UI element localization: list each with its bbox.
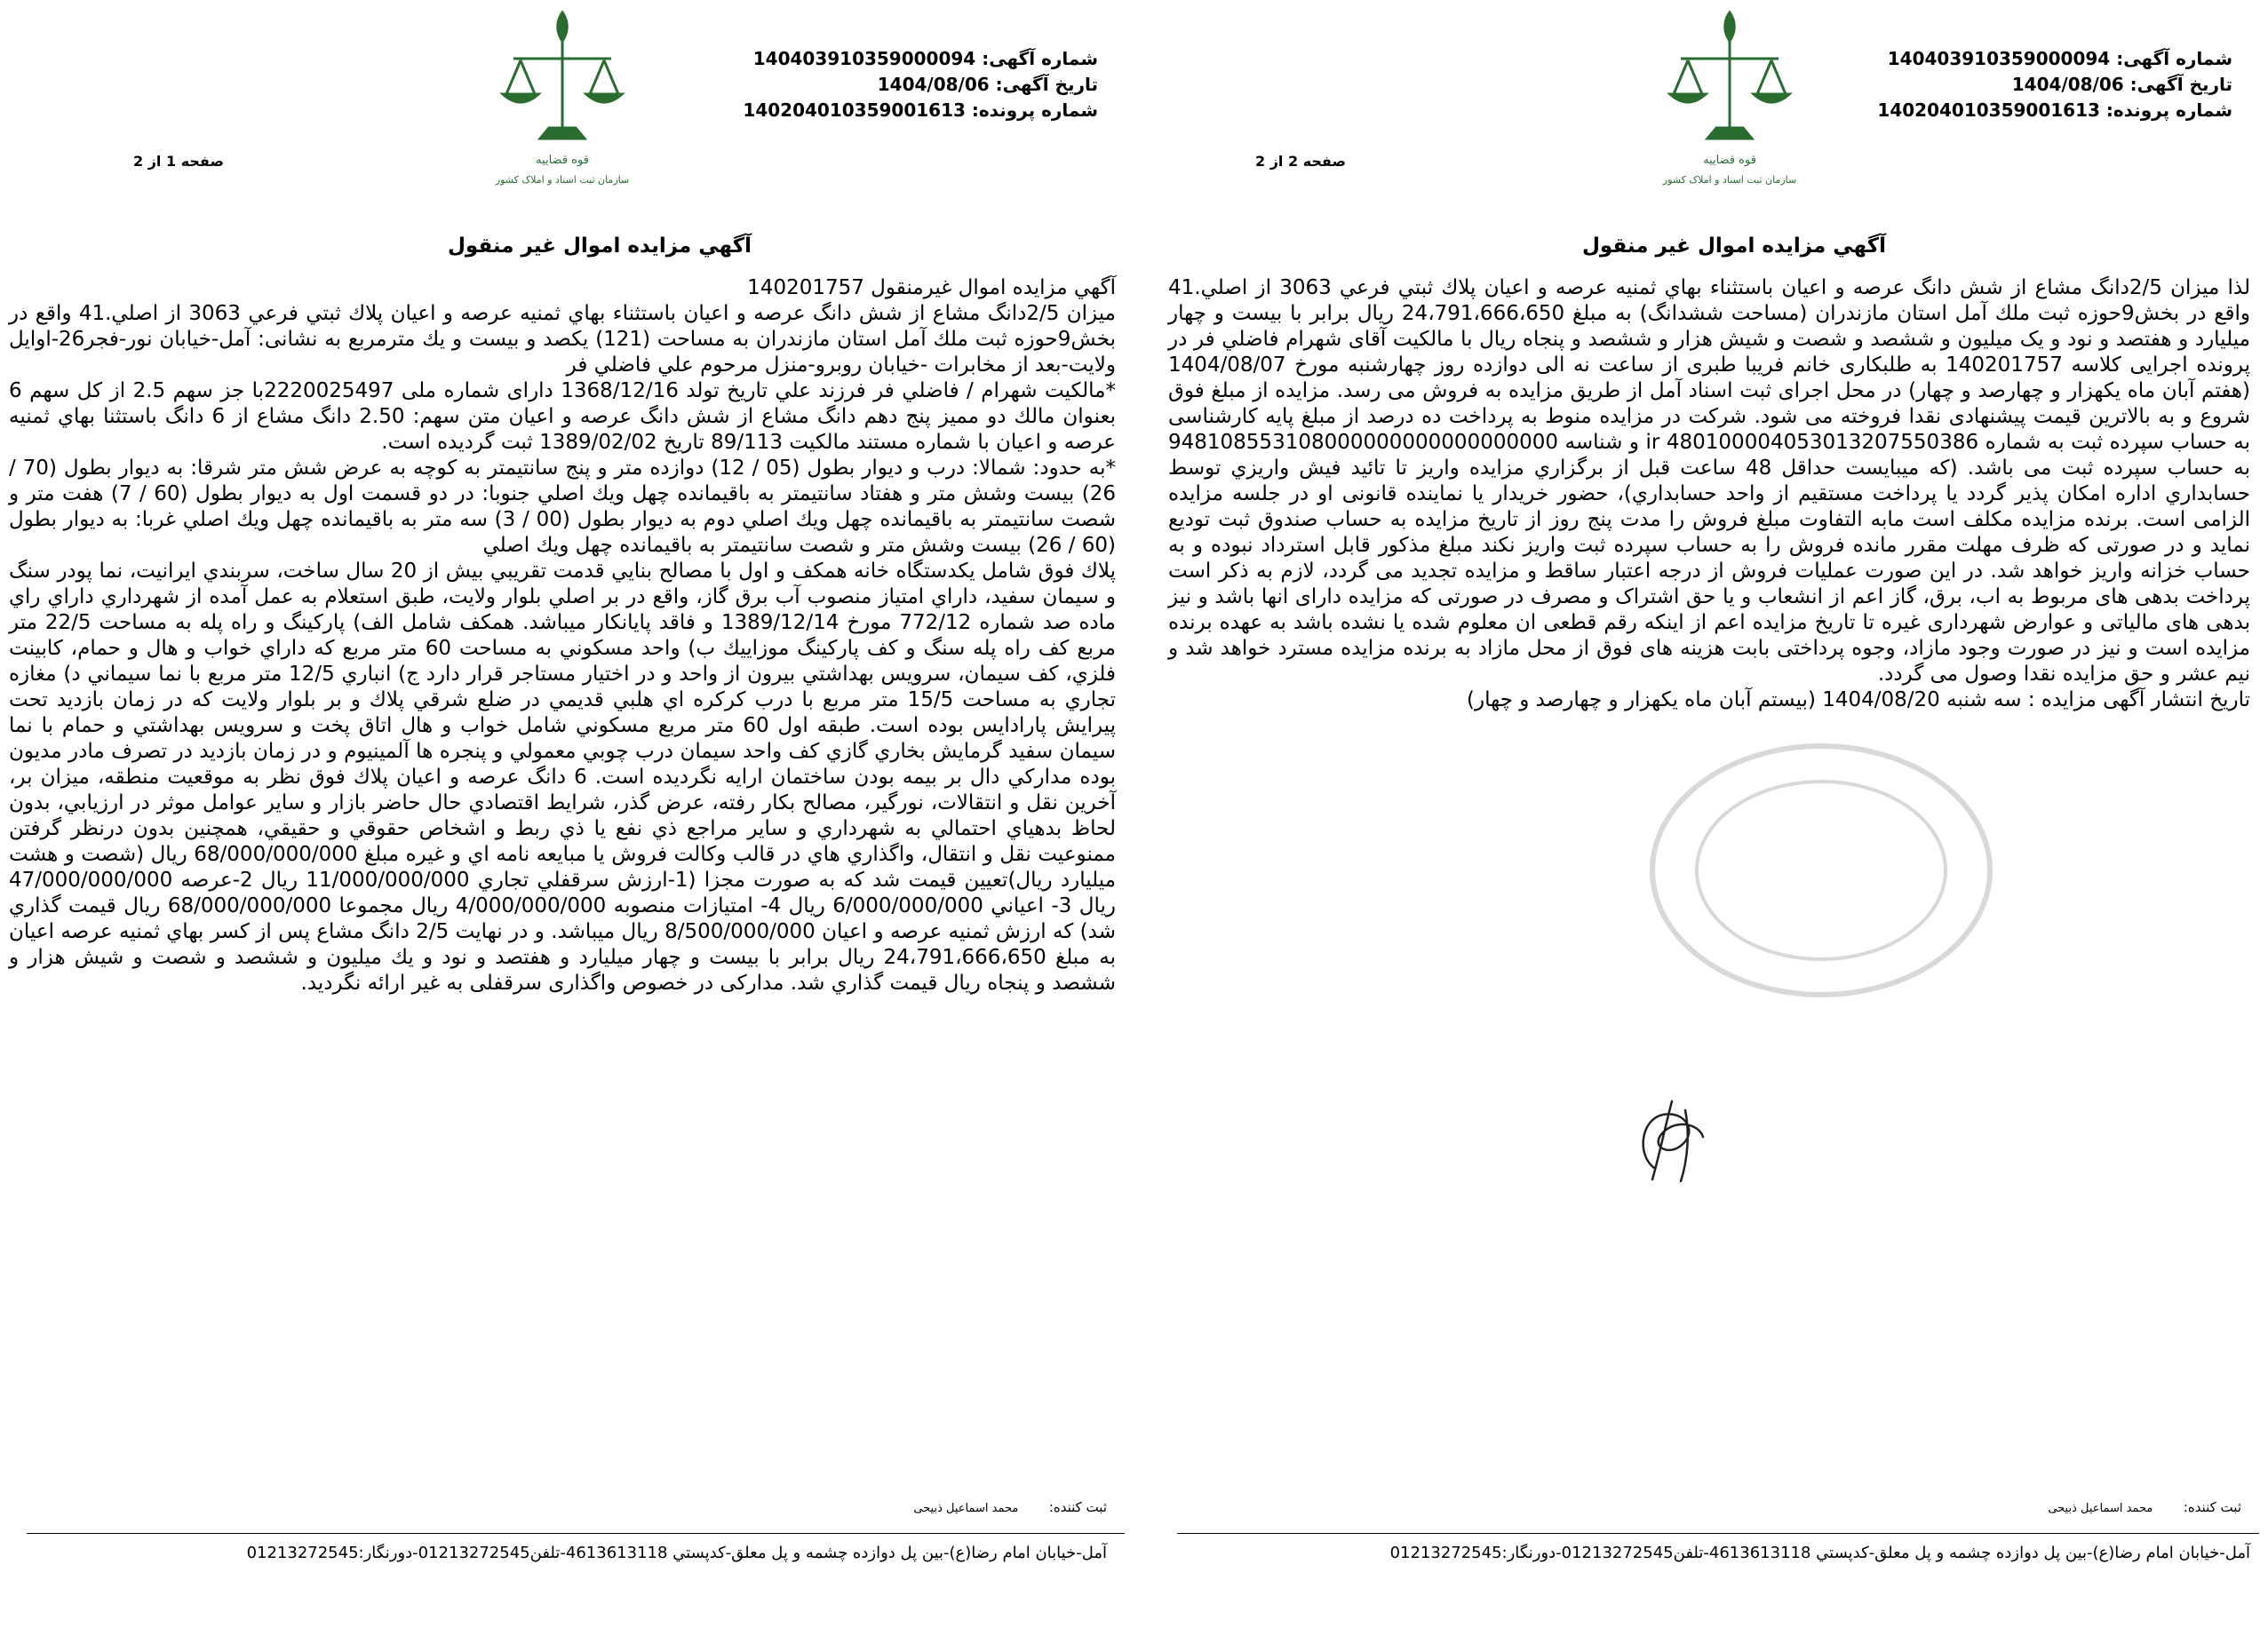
notice-date-label: تاریخ آگهی: [995,74,1098,95]
notice-date: 1404/08/06 [877,74,990,95]
footer-divider [27,1533,1125,1534]
paragraph: آگهي مزايده اموال غيرمنقول 140201757 [747,276,1116,299]
judiciary-emblem-icon [487,5,638,192]
registrar-label: ثبت کننده: [2183,1499,2241,1515]
page-title: آگهي مزايده اموال غير منقول [447,234,752,258]
notice-date-label: تاریخ آگهی: [2129,74,2232,95]
page-title: آگهي مزايده اموال غير منقول [1581,234,1886,258]
footer-address: آمل-خيابان امام رضا(ع)-بين پل دوازده چشمه و پل معلق-كدپستي 4613613118-تلفن01213272545-دورنگار:01213272545 [1389,1544,2250,1562]
file-number: 140204010359001613 [1877,99,2100,121]
notice-number-label: شماره آگهی: [982,48,1098,69]
notice-number: 140403910359000094 [752,48,976,69]
paragraph: لذا ميزان 2/5دانگ مشاع از شش دانگ عرصه و اعيان باستثناء بهاي ثمنيه عرصه و اعيان پلاك ثبتي فرعي 3063 از اصلي.41 واقع در بخش9حوزه ثبت ملك آمل استان مازندران (مساحت ششدانگ) به مبلغ 24،791،666،650 ريال برابر با بيست و چهار ميليارد و هفتصد و نود و يک ميليون و ششصد و شصت و شيش هزار و ششصد و پنجاه ريال با مالكيت آقاى شهرام فاضلي فر در پرونده اجرايی كلاسه 140201757 به طلبكاری خانم فريبا طبری از ساعت نه الی دوازده روز چهارشنبه مورخ 1404/08/07 (هفتم آبان ماه يكهزار و چهارصد و چهار) در محل اجرای ثبت اسناد آمل از طريق مزايده به فروش می رسد. مزايده از مبلغ فوق شروع و به بالاترين قيمت پيشنهادی نقدا فروخته می شود. شركت در مزايده منوط به پرداخت ده درصد از مبلغ پايه كارشناسی به حساب سپرده ثبت به شماره ir 480100004053013207550386 و شناسه 948108553108000000000000000000 به حساب سپرده ثبت می باشد. (كه ميبايست حداقل 48 ساعت قبل از برگزاري مزايده واريز تا تائيد فيش واريزي توسط حسابداري اداره امكان پذير گردد يا پرداخت مستقيم از واحد حسابداري)، حضور خريدار يا نماينده قانونی او در جلسه مزايده الزامی است. برنده مزايده مكلف است مابه التفاوت مبلغ فروش را مدت پنج روز از تاريخ مزايده به حساب صندوق ثبت توديع نمايد و در صورتی كه ظرف مهلت مقرر مانده فروش را به حساب سپرده ثبت واريز نكند مبلغ مذكور قابل استرداد نبوده و به حساب خزانه واريز خواهد شد. در اين صورت عمليات فروش از درجه اعتبار ساقط و مزايده تجديد می گردد، لازم به ذكر است پرداخت بدهی های مربوط به اب، برق، گاز اعم از انشعاب و يا حق اشتراک و مصرف در صورتی كه مزايده دارای انها باشد و نيز بدهی های مالياتی و عوارض شهرداری غيره تا تاريخ مزايده اعم از اينكه رقم قطعی ان معلوم شده يا نشده باشد به عهده برنده مزايده است و نيز در صورت وجود مازاد، وجوه پرداختی بابت هزينه های فوق از محل مازاد به برنده مزايده مسترد خواهد شد و نيم عشر و حق مزايده نقدا وصول می گردد. [1168,276,2251,686]
footer-address: آمل-خيابان امام رضا(ع)-بين پل دوازده چشمه و پل معلق-كدپستي 4613613118-تلفن01213272545-دورنگار:01213272545 [246,1544,1107,1562]
paragraph: *مالكيت شهرام / فاضلي فر فرزند علي تاريخ تولد 1368/12/16 داراى شماره ملى 2220025497با جز سهم 2.5 از كل سهم 6 بعنوان مالك دو مميز پنج دهم دانگ مشاع از شش دانگ عرصه و اعيان متن سهم: 2.50 دانگ مشاع از 6 دانگ باستثنا بهاي ثمنيه عرصه و اعيان با شماره مستند مالكيت 89/113 تاريخ 1389/02/02 ثبت گرديده است. [9,379,1117,454]
watermark-stamp-icon [1635,728,2008,1013]
file-number: 140204010359001613 [743,99,966,121]
emblem-caption: قوه قضاییه [1703,154,1756,167]
footer-divider [1177,1533,2259,1534]
registrar-label: ثبت کننده: [1048,1499,1107,1515]
announcement-body [9,275,1116,997]
page-number: صفحه 2 از 2 [1255,153,1346,170]
file-number-label: شماره پرونده: [971,99,1098,121]
notice-meta [1877,46,2232,123]
registrar [913,1499,1107,1515]
notice-meta [743,46,1098,123]
notice-number: 140403910359000094 [1887,48,2111,69]
notice-number-label: شماره آگهی: [2116,48,2232,69]
emblem-org: سازمان ثبت اسناد و املاک کشور [495,174,630,186]
registrar-name: محمد اسماعیل ذبیحی [2048,1502,2153,1515]
file-number-label: شماره پرونده: [2105,99,2232,121]
emblem-caption: قوه قضاییه [536,154,589,167]
announcement-body [1168,275,2250,713]
signature-icon [1601,1084,1734,1190]
page-number: صفحه 1 از 2 [133,153,224,170]
paragraph: *به حدود: شمالا: درب و ديوار بطول (05 / 12) دوازده متر و پنج سانتيمتر به كوچه به عرض شش متر شرقا: به ديوار بطول (70 / 26) بيست وشش متر و هفتاد سانتيمتر به باقيمانده چهل ويك اصلي جنوبا: در دو قسمت اول به ديوار بطول (60 / 7) هفت متر و شصت سانتيمتر به باقيمانده چهل ويك اصلي دوم به ديوار بطول (00 / 3) سه متر به باقيمانده چهل ويك اصلي غربا: به ديوار بطول (60 / 26) بيست وشش متر و شصت سانتيمتر به باقيمانده چهل ويك اصلي [9,457,1117,557]
registrar-name: محمد اسماعیل ذبیحی [913,1502,1019,1515]
paragraph: ميزان 2/5دانگ مشاع از شش دانگ عرصه و اعيان باستثناء بهاي ثمنيه عرصه و اعيان پلاك ثبتي فرعي 3063 از اصلي.41 واقع در بخش9حوزه ثبت ملك آمل استان مازندران به مساحت (121) يكصد و بيست و يك مترمربع به نشانی: آمل-خيابان نور-فجر26-اوايل ولايت-بعد از مخابرات -خيابان روبرو-منزل مرحوم علي فاضلي فر [9,302,1116,377]
notice-date: 1404/08/06 [2011,74,2124,95]
paragraph: تاريخ انتشار آگهی مزايده : سه شنبه 1404/08/20 (بيستم آبان ماه يكهزار و چهارصد و چهار) [1467,688,2250,711]
judiciary-emblem-icon [1654,5,1805,192]
emblem-org: سازمان ثبت اسناد و املاک کشور [1662,174,1797,186]
registrar [2048,1499,2241,1515]
paragraph: پلاك فوق شامل يكدستگاه خانه همكف و اول با مصالح بنايي قدمت تقريبي بيش از 20 سال ساخت، سربندي ايرانيت، نما پودر سنگ و سيمان سفيد، داراي امتياز منصوب آب برق گاز، واقع در بر اصلي بلوار ولايت، طبق استعلام به عمل آمده از شهرداري داراي راي ماده صد شماره 772/12 مورخ 1389/12/14 و فاقد پايانكار ميباشد. همكف شامل الف) پاركينگ و راه پله به مساحت 22/5 متر مربع كف راه پله سنگ و كف پاركينگ موزاييك ب) واحد مسكوني به مساحت 60 متر مربع كه داراي خواب و هال و حمام، كابينت فلزي، كف سيمان، سرويس بهداشتي بيرون از واحد و در اختيار مستاجر قرار دارد ج) انباري 12/5 متر مربع با نما سيماني د) مغازه تجاري به مساحت 15/5 متر مربع با درب كركره اي هلبي قديمي در ضلع شرقي پلاك و بر بلوار ولايت كه در زمان بازديد تحت پيرايش پارادايس بوده است. طبقه اول 60 متر مربع مسكوني شامل خواب و هال اتاق پخت و سرويس بهداشتي و حمام با نما سيمان سفيد گرمايش بخاري گازي كف واحد سيمان درب چوبي معمولي و پنجره ها آلمينيوم و در زمان بازديد در تصرف مادر مديون بوده مداركي دال بر بيمه بودن ساختمان ارايه نگرديده است. 6 دانگ عرصه و اعيان پلاك فوق نظر به موقعيت منطقه، ميزان بر، آخرين نقل و انتقالات، نورگير، مصالح بكار رفته، عرض گذر، شرايط اقتصادي حال حاضر بازار و ساير عوامل موثر در ارزيابي، بدون لحاظ بدهياي احتمالي به شهرداري و ساير مراجع ذي نفع يا ذي ربط و اشخاص حقوقي و حقيقي، همچنين بدون درنظر گرفتن ممنوعيت نقل و انتقال، واگذاري هاي در قالب وكالت فروش يا مبايعه نامه اي و غيره مبلغ 68/000/000/000 ريال (شصت و هشت ميليارد ريال)تعيين قيمت شد كه به صورت مجزا (1-ارزش سرقفلي تجاري 11/000/000/000 ريال 2-عرصه 47/000/000/000 ريال 3- اعياني 6/000/000/000 ريال 4- امتيازات منصوبه 4/000/000/000 ريال مجموعا 68/000/000/000 ريال قيمت گذاري شد) كه ارزش ثمنيه عرصه و اعيان 8/500/000/000 ريال ميباشد. و در نهايت 2/5 دانگ مشاع پس از كسر بهاي ثمنيه عرصه اعيان به مبلغ 24،791،666،650 ريال برابر با بيست و چهار ميليارد و هفتصد و نود و يك ميليون و ششصد و شصت و شيش هزار و ششصد و پنجاه ريال قيمت گذاري شد. مداركی در خصوص واگذاری سرقفلی به غير ارائه نگرديد. [9,560,1117,995]
